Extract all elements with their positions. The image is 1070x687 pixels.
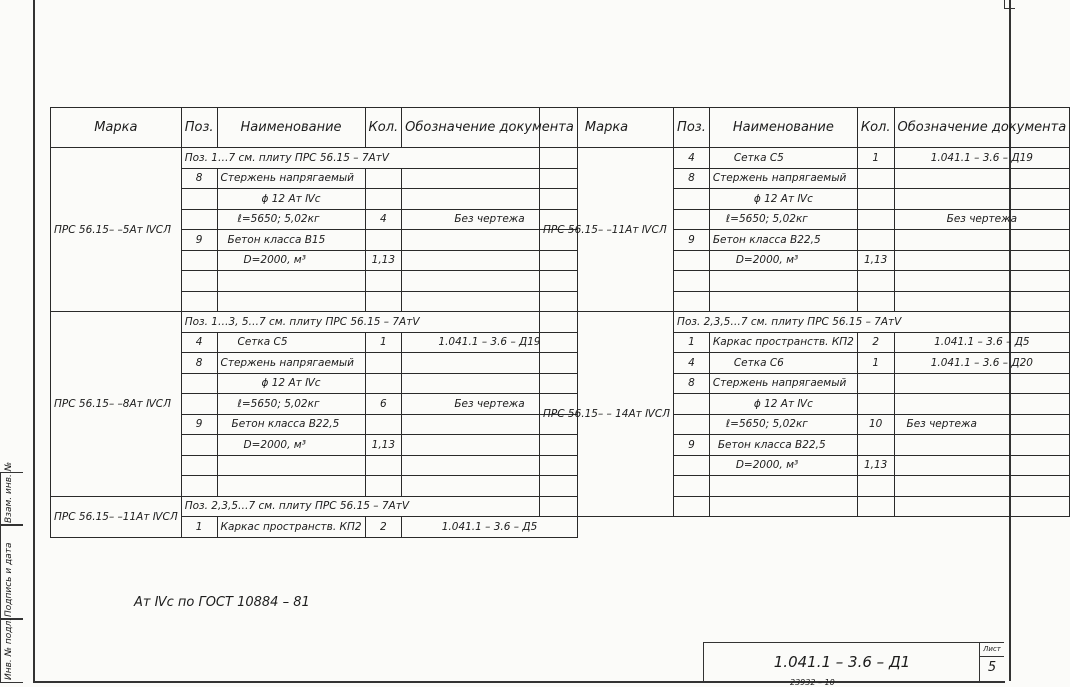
header-mark: Марка <box>51 108 182 148</box>
table-row: 8 Стержень напрягаемый <box>540 168 1070 189</box>
header-qty: Кол. <box>365 108 402 148</box>
ref-row: Поз. 1…7 см. плиту ПРС 56.15 – 7АтⅤ <box>181 148 577 169</box>
header-pos: Поз. <box>181 108 217 148</box>
table-row <box>540 312 1070 333</box>
header-pos: Поз. <box>674 108 710 148</box>
header-mark: Марка <box>540 108 674 148</box>
ref-row: Поз. 2,3,5…7 см. плиту ПРС 56.15 – 7АтⅤ <box>674 312 1070 333</box>
table-row: D=2000, м³ 1,13 <box>540 455 1070 476</box>
mark-cell: ПРС 56.15– –5Ат ⅣСЛ <box>51 148 182 312</box>
table-row: 9 Бетон класса В22,5 <box>540 435 1070 456</box>
table-row: 1 Каркас пространств. КП2 2 1.041.1 – 3.6 – Д5 <box>51 517 578 538</box>
table-row: 8 Стержень напрягаемый <box>51 168 578 189</box>
mark-cell: ПРС 56.15– –11Ат ⅣСЛ <box>540 148 674 312</box>
sheet-number: 5 <box>987 660 997 675</box>
table-row: ϕ 12 Ат Ⅳс <box>51 189 578 210</box>
table-row: 4 Сетка С5 1 1.041.1 – 3.6 – Д19 <box>51 332 578 353</box>
table-row: 8 Стержень напрягаемый <box>540 373 1070 394</box>
table-row: 1 Каркас пространств. КП2 2 1.041.1 – 3.6 – Д5 <box>540 332 1070 353</box>
table-row: 9 Бетон класса В22,5 <box>51 414 578 435</box>
sheet-box <box>979 642 1004 682</box>
table-row: ℓ=5650; 5,02кг 10 Без чертежа <box>540 414 1070 435</box>
ref-row: Поз. 2,3,5…7 см. плиту ПРС 56.15 – 7АтⅤ <box>181 496 577 517</box>
sheet-label: Лист <box>980 643 1004 657</box>
table-row: ℓ=5650; 5,02кг 4 Без чертежа <box>51 209 578 230</box>
table-row: 9 Бетон класса В15 <box>51 230 578 251</box>
mark-cell: ПРС 56.15– –11Ат ⅣСЛ <box>51 496 182 537</box>
table-row: 4 Сетка С6 1 1.041.1 – 3.6 – Д20 <box>540 353 1070 374</box>
table-row <box>51 496 578 517</box>
gost-note: Ат Ⅳс по ГОСТ 10884 – 81 <box>134 595 310 610</box>
table-row: D=2000, м³ 1,13 <box>51 250 578 271</box>
title-stamp <box>703 642 1003 681</box>
ref-row: Поз. 1…3, 5…7 см. плиту ПРС 56.15 – 7АтⅤ <box>181 312 577 333</box>
table-row: ℓ=5650; 5,02кг Без чертежа <box>540 209 1070 230</box>
table-row: ϕ 12 Ат Ⅳс <box>540 189 1070 210</box>
header-name: Наименование <box>217 108 365 148</box>
table-row: ℓ=5650; 5,02кг 6 Без чертежа <box>51 394 578 415</box>
table-row: ϕ 12 Ат Ⅳс <box>51 373 578 394</box>
spec-table-right <box>539 107 1070 517</box>
table-row: 9 Бетон класса В22,5 <box>540 230 1070 251</box>
archive-number: 23932 – 10 <box>790 678 835 687</box>
header-doc: Обозначение документа <box>402 108 578 148</box>
table-row: 8 Стержень напрягаемый <box>51 353 578 374</box>
table-row <box>51 312 578 333</box>
header-name: Наименование <box>709 108 857 148</box>
header-qty: Кол. <box>857 108 894 148</box>
table-row: ϕ 12 Ат Ⅳс <box>540 394 1070 415</box>
side-stamp-inv: Инв. № подл. <box>0 618 23 683</box>
side-stamp-sign: Подпись и дата <box>0 524 23 620</box>
table-row: D=2000, м³ 1,13 <box>51 435 578 456</box>
side-stamp-vzam: Взам. инв. № <box>0 472 23 526</box>
document-code: 1.041.1 – 3.6 – Д1 <box>703 642 980 682</box>
corner-box <box>1004 0 1015 9</box>
table-row <box>51 148 578 169</box>
mark-cell: ПРС 56.15– –8Ат ⅣСЛ <box>51 312 182 497</box>
table-row: ПРС 56.15– –11Ат ⅣСЛ 4 Сетка С5 1 1.041.1 – 3.6 – Д19 <box>540 148 1070 169</box>
mark-cell: ПРС 56.15– – 14Ат ⅣСЛ <box>540 312 674 517</box>
spec-table-left <box>50 107 578 538</box>
header-doc: Обозначение документа <box>894 108 1070 148</box>
table-row: D=2000, м³ 1,13 <box>540 250 1070 271</box>
